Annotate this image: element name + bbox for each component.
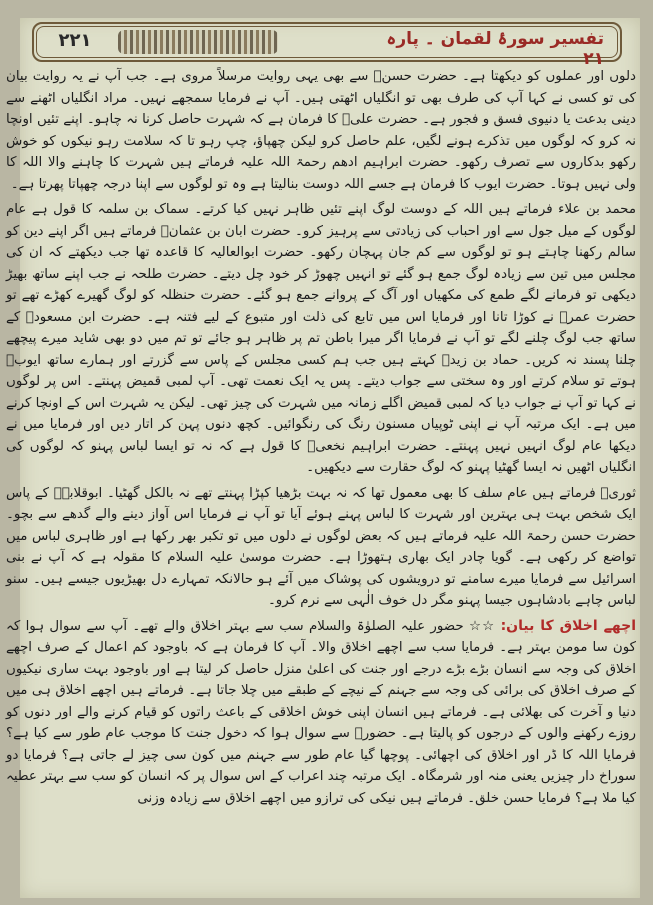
paragraph-2: محمد بن علاء فرماتے ہیں اللہ کے دوست لوگ اپنے تئیں ظاہر نہیں کیا کرتے۔ سماک بن سلمہ کا قول ہے عام لوگوں کے میل جول سے اور احباب کی زیادتی سے پرہیز کرو۔ حضرت ابان بن عثمانؓ فرماتے ہیں اگر اپنے دین کو سالم رکھنا چاہتے ہو تو لوگوں سے کم جان پہچان رکھو۔ حضرت ابوالعالیہ کا قاعدہ تھا جب دیکھتے کہ ان کی مجلس میں تین سے زیادہ لوگ جمع ہو گئے تو انہیں چھوڑ کر خود چل دیتے۔ حضرت طلحہ نے جب اپنے ساتھ بھیڑ دیکھی تو فرمانے لگے طمع کی مکھیاں اور آگ کے پروانے جمع ہو گئے۔ حضرت حنظلہ کو لوگ گھیرے کھڑے تھے تو حضرت عمرؓ نے کوڑا تانا اور فرمایا اس میں تابع کی ذلت اور متبوع کے لیے فتنہ ہے۔ حضرت ابن مسعودؓ کے ساتھ جب لوگ چلنے لگے تو آپ نے فرمایا اگر میرا باطن تم پر ظاہر ہو جائے تو تم میں دو بھی شاید میرے پیچھے چلنا پسند نہ کریں۔ حماد بن زیدؒ کہتے ہیں جب ہم کسی مجلس کے پاس سے گزرتے اور ہمارے ساتھ ایوبؒ ہوتے تو سلام کرتے اور وہ سختی سے جواب دیتے۔ پس یہ ایک نعمت تھی۔ آپ لمبی قمیض پہنتے۔ اس پر لوگوں نے کہا تو آپ نے جواب دیا کہ لمبی قمیض اگلے زمانہ میں شہرت کی چیز تھی۔ لیکن یہ شہرت اس کے اونچا کرنے میں ہے۔ ایک مرتبہ آپ نے اپنی ٹوپیاں مسنون رنگ کی رنگوائیں۔ کچھ دنوں پہن کر اتار دیں اور فرمایا میں نے دیکھا عام لوگ انہیں نہیں پہنتے۔ حضرت ابراہیم نخعیؒ کا قول ہے کہ نہ تو ایسا لباس پہنو کہ لوگوں کی انگلیاں اٹھیں نہ ایسا گھٹیا پہنو کہ لوگ حقارت سے دیکھیں۔ <box>6 202 636 475</box>
section-paragraph <box>6 616 636 810</box>
paragraph-1: دلوں اور عملوں کو دیکھتا ہے۔ حضرت حسنؓ سے بھی یہی روایت مرسلاً مروی ہے۔ جب آپ نے یہ روایت بیان کی تو کسی نے کہا آپ کی طرف بھی تو انگلیاں اٹھتی ہیں۔ آپ نے فرمایا سمجھے نہیں۔ مراد انگلیاں اٹھنے سے دینی بدعت یا دنیوی فسق و فجور ہے۔ حضرت علیؓ کا فرمان ہے کہ شہرت حاصل کرنا نہ چاہو۔ اپنے تئیں اونچا نہ کرو کہ لوگوں میں تذکرے ہونے لگیں، علم حاصل کرو لیکن چھپاؤ، چپ رہو تا کہ سلامت رہو نیکوں کو خوش رکھو بدکاروں سے تصرف رکھو۔ حضرت ابراہیم ادھم رحمۃ اللہ علیہ فرماتے ہیں شہرت کا چاہنے والا اللہ کا ولی نہیں ہوتا۔ حضرت ایوب کا فرمان ہے جسے اللہ دوست بنالیتا ہے وہ تو لوگوں سے اپنا درجہ چھپاتا پھرتا ہے۔ <box>6 69 636 192</box>
page-header <box>32 22 622 69</box>
section-heading: اچھے اخلاق کا بیان: <box>500 617 636 634</box>
page-body <box>6 66 636 813</box>
header-ornament <box>118 30 278 54</box>
section-text: ☆☆ حضور علیہ الصلوٰۃ والسلام سب سے بہتر اخلاق والے تھے۔ آپ سے سوال ہوا کہ کون سا مومن بہتر ہے۔ فرمایا سب سے اچھے اخلاق والا۔ آپ کا فرمان ہے کہ باوجود کم اعمال کے صرف اچھے اخلاق کی وجہ سے انسان بڑے بڑے درجے اور جنت کی اعلیٰ منزل حاصل کر لیتا ہے اور باوجود بہت ساری نیکیوں کے صرف اخلاق کی برائی کی وجہ سے جہنم کے نیچے کے طبقے میں چلا جاتا ہے۔ فرماتے ہیں اچھے اخلاق ہی میں دنیا و آخرت کی بھلائی ہے۔ فرماتے ہیں انسان اپنی خوش اخلاقی کے باعث راتوں کو قیام کرنے والے اور دنوں کو روزے رکھنے والوں کے درجوں کو پالیتا ہے۔ حضورؐ سے سوال ہوا کہ دخول جنت کا موجب عام طور سے کیا ہے؟ فرمایا اللہ کا ڈر اور اخلاق کی اچھائی۔ پوچھا گیا عام طور سے جہنم میں کون سی چیز لے جاتی ہے؟ فرمایا دو سوراخ دار چیزیں یعنی منہ اور شرمگاہ۔ ایک مرتبہ چند اعراب کے اس سوال پر کہ انسان کو سب سے بہتر عطیہ کیا ملا ہے؟ فرمایا حسن خلق۔ فرماتے ہیں نیکی کی ترازو میں اچھے اخلاق سے زیادہ وزنی <box>6 618 636 806</box>
paragraph-3: ثوریؒ فرماتے ہیں عام سلف کا بھی معمول تھا کہ نہ بہت بڑھیا کپڑا پہنتے تھے نہ بالکل گھٹیا۔ ابوقلابہؒ کے پاس ایک شخص بہت ہی بہترین اور شہرت کا لباس پہنے ہوئے آیا تو آپ نے فرمایا اس آواز دینے والے گدھے سے بچو۔ حضرت حسن رحمۃ اللہ علیہ فرماتے ہیں کہ بعض لوگوں نے دلوں میں تو تکبر بھر رکھا ہے اور ظاہری لباس میں تواضع کر رکھی ہے۔ گویا چادر ایک بھاری ہتھوڑا ہے۔ حضرت موسیٰ علیہ السلام کا مقولہ ہے کہ آپ نے بنی اسرائیل سے فرمایا میرے سامنے تو درویشوں کی پوشاک میں آئے ہو حالانکہ تمہارے دل بھیڑیوں جیسے ہیں۔ سنو لباس چاہے بادشاہوں جیسا پہنو مگر دل خوف الٰہی سے نرم کرو۔ <box>6 485 636 608</box>
page-number: ۲۲۱ <box>58 30 92 51</box>
running-title: تفسیر سورۂ لقمان ۔ پارہ ۲۱ <box>386 29 604 69</box>
